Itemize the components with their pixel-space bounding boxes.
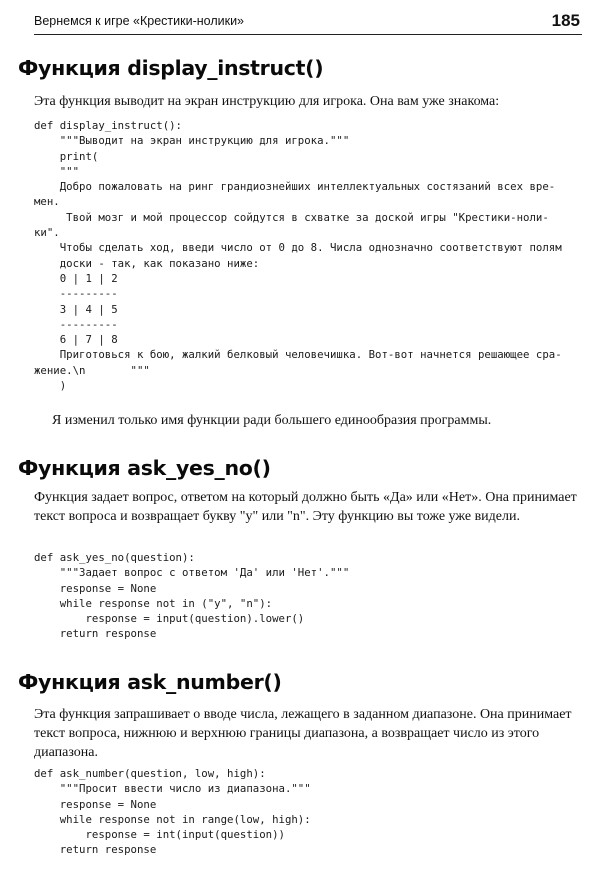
- code-line: жение.\n """: [34, 363, 150, 377]
- code-line: """Задает вопрос с ответом 'Да' или 'Нет'.""": [34, 566, 350, 580]
- running-head-title: Вернемся к игре «Крестики-нолики»: [34, 14, 245, 28]
- code-line: доски - так, как показано ниже:: [34, 256, 260, 270]
- code-line: response = int(input(question)): [34, 828, 285, 842]
- code-line: Добро пожаловать на ринг грандиознейших интеллектуальных состязаний всех вре-: [34, 180, 556, 194]
- code-line: """: [34, 164, 80, 178]
- section-intro-ask-number: Эта функция запрашивает о вводе числа, лежащего в заданном диапазоне. Она принимает текст вопроса, нижнюю и верхнюю границы диапазона, а возвращает число из этого диапазона.: [34, 707, 572, 760]
- section-heading-ask-yes-no: Функция ask_yes_no(): [18, 456, 271, 480]
- section-heading-ask-number: Функция ask_number(): [18, 670, 282, 694]
- section-intro-display-instruct: Эта функция выводит на экран инструкцию для игрока. Она вам уже знакома:: [34, 94, 500, 109]
- code-line: 0 | 1 | 2: [34, 271, 118, 285]
- code-line: while response not in ("y", "n"):: [34, 596, 273, 610]
- code-block-ask-yes-no: [34, 550, 586, 642]
- code-line: """Выводит на экран инструкцию для игрока.""": [34, 134, 350, 148]
- code-line: response = None: [34, 581, 157, 595]
- code-line: Чтобы сделать ход, введи число от 0 до 8. Числа однозначно соответствуют полям: [34, 241, 562, 255]
- code-line: return response: [34, 843, 157, 857]
- code-line: while response not in range(low, high):: [34, 812, 311, 826]
- code-line: response = input(question).lower(): [34, 612, 305, 626]
- code-line: """Просит ввести число из диапазона.""": [34, 782, 311, 796]
- code-block-ask-number: [34, 766, 586, 858]
- section-intro-ask-yes-no: Функция задает вопрос, ответом на который должно быть «Да» или «Нет». Она принимает текст вопроса и возвращает букву "у" или "n". Эту функцию вы тоже уже видели.: [34, 490, 577, 524]
- code-line: 6 | 7 | 8: [34, 333, 118, 347]
- code-line: ---------: [34, 287, 118, 301]
- code-line: print(: [34, 149, 99, 163]
- code-line: мен.: [34, 195, 60, 209]
- section-heading-display-instruct: Функция display_instruct(): [18, 56, 324, 80]
- section-outro-display-instruct: Я изменил только имя функции ради большего единообразия программы.: [52, 413, 492, 428]
- code-line: Приготовься к бою, жалкий белковый человечишка. Вот-вот начнется решающее сра-: [34, 348, 562, 362]
- code-block-display-instruct: [34, 118, 586, 393]
- code-line: def ask_number(question, low, high):: [34, 767, 266, 780]
- code-line: def display_instruct():: [34, 119, 182, 132]
- code-line: 3 | 4 | 5: [34, 302, 118, 316]
- code-line: def ask_yes_no(question):: [34, 551, 195, 564]
- code-line: ): [34, 379, 67, 393]
- running-head: [34, 12, 582, 35]
- page-number: 185: [551, 11, 580, 30]
- code-line: return response: [34, 627, 157, 641]
- code-line: ки".: [34, 226, 60, 240]
- code-line: Твой мозг и мой процессор сойдутся в схватке за доской игры "Крестики-ноли-: [34, 210, 549, 224]
- code-line: response = None: [34, 797, 157, 811]
- code-line: ---------: [34, 317, 118, 331]
